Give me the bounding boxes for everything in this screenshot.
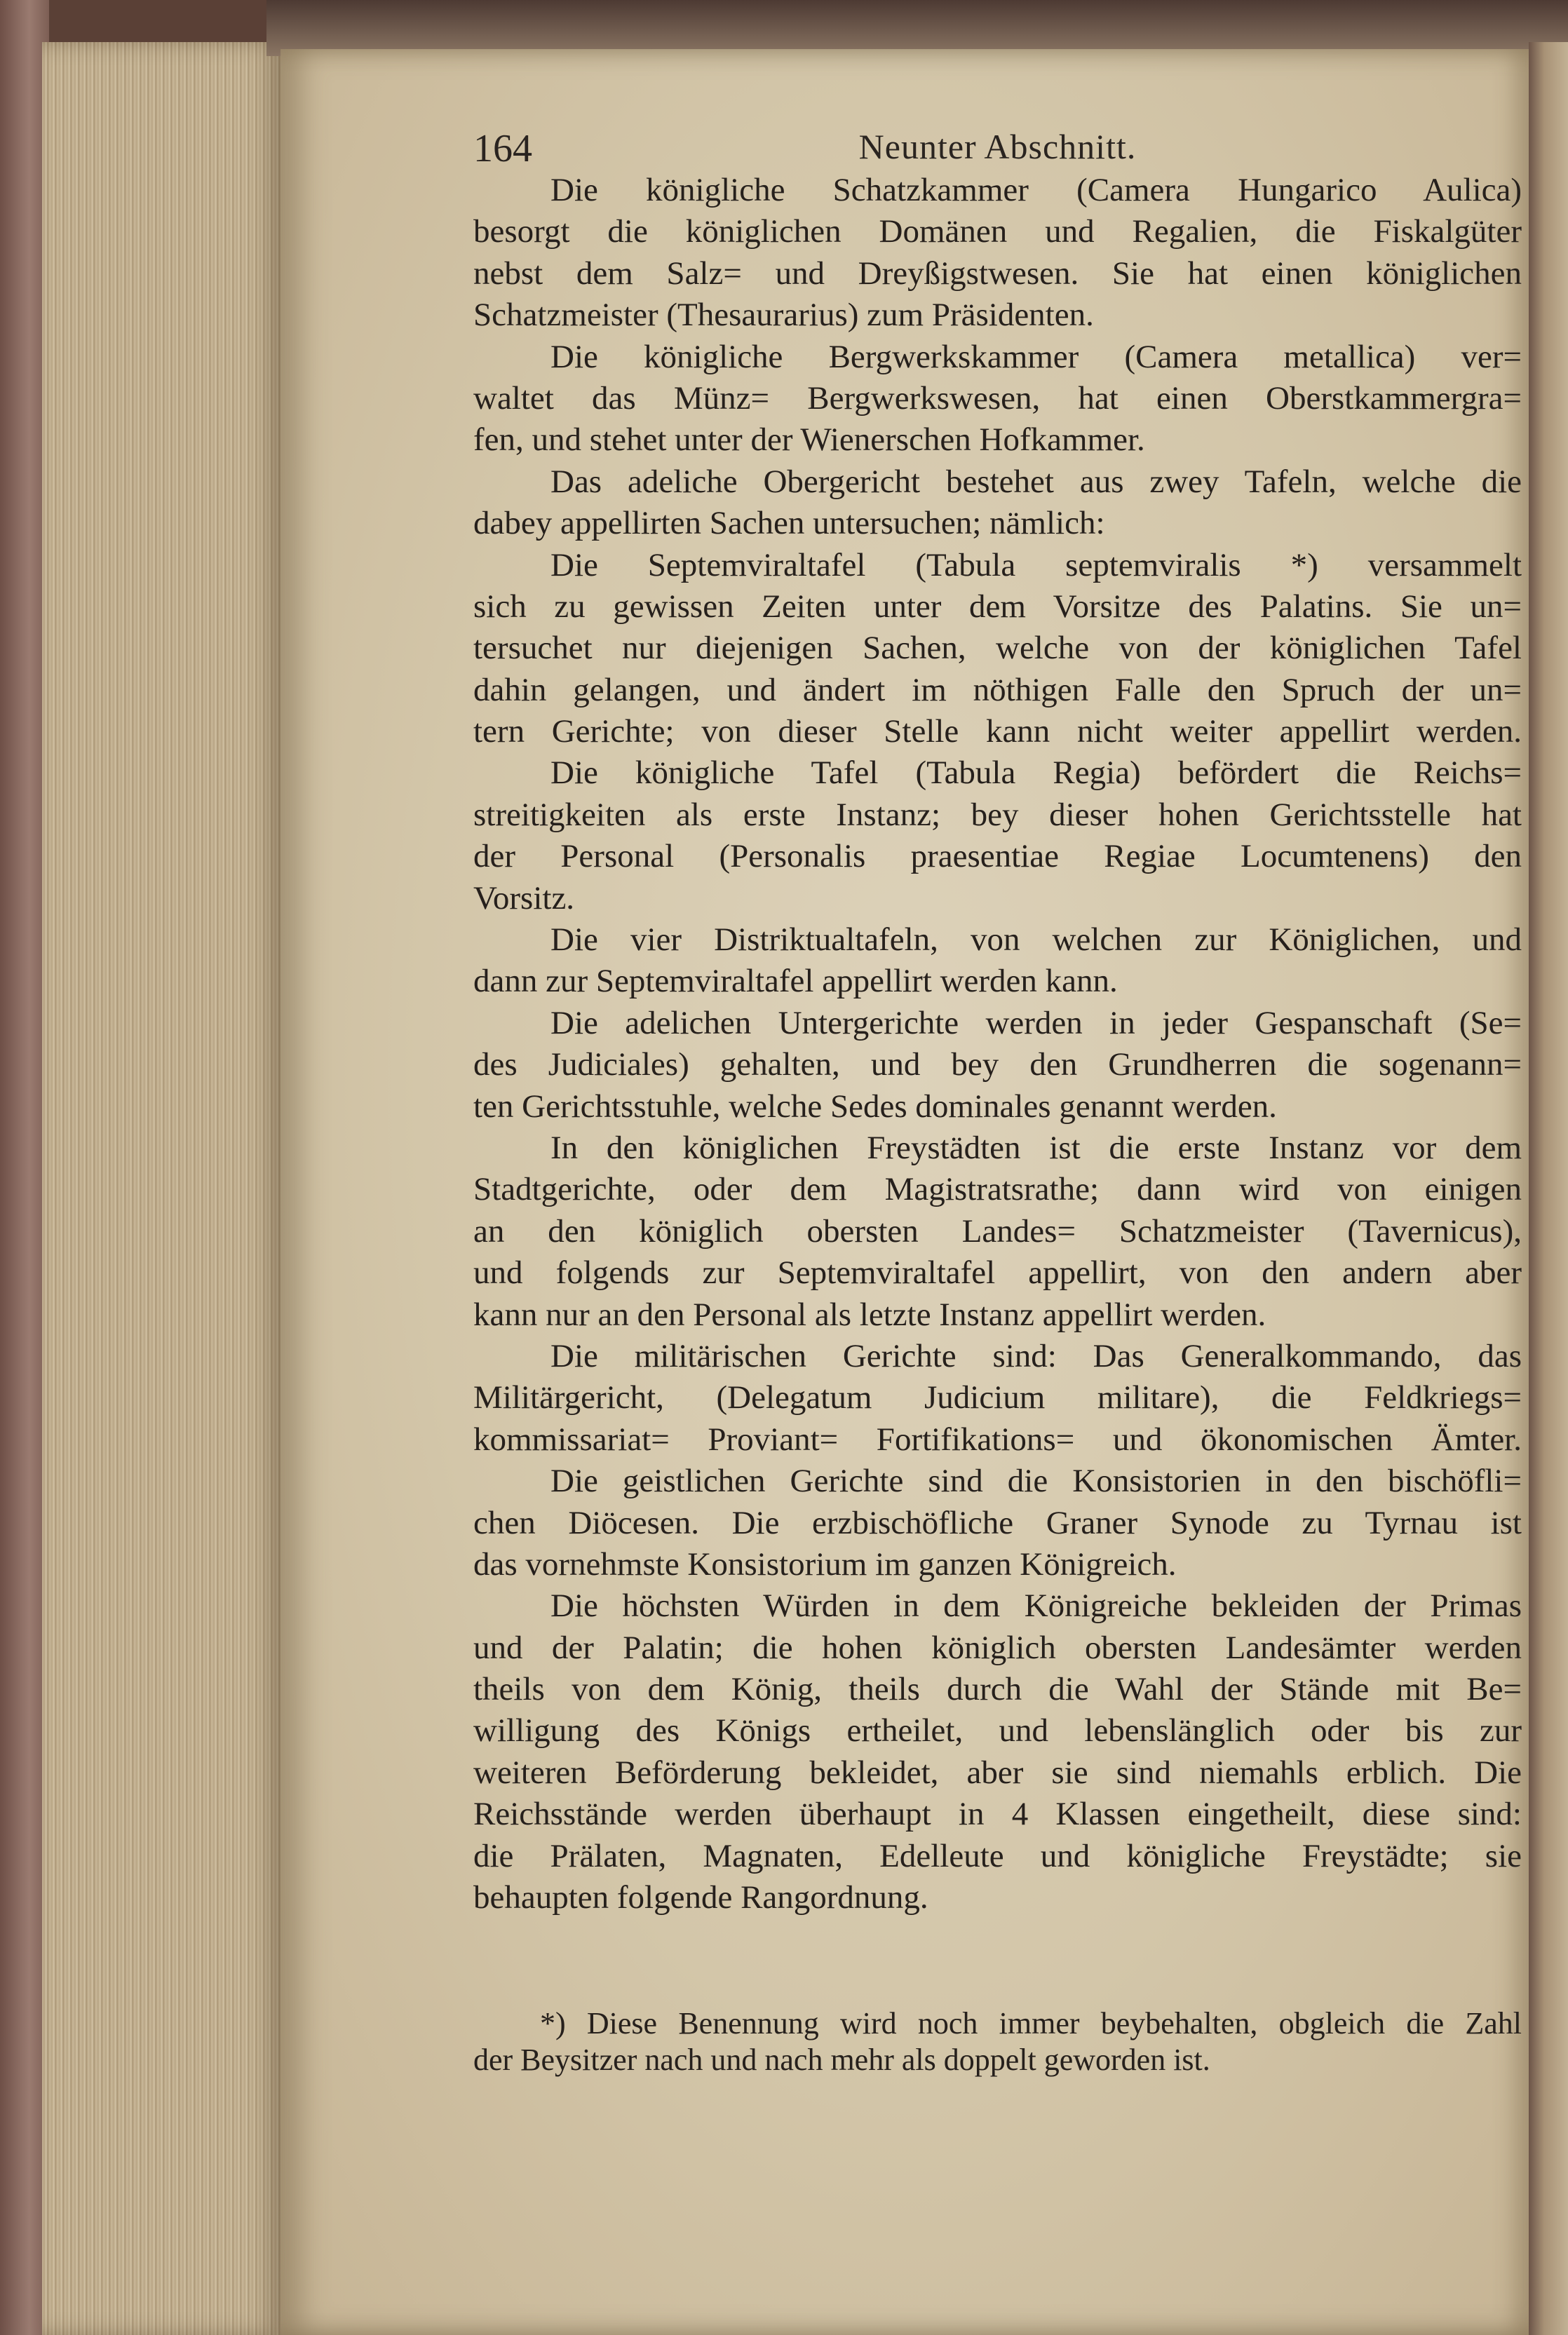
text-line: dahin gelangen, und ändert im nöthigen Falle den Spruch der un=: [473, 671, 1522, 708]
text-line: ten Gerichtsstuhle, welche Sedes dominales genannt werden.: [473, 1088, 1277, 1125]
text-line: tern Gerichte; von dieser Stelle kann nicht weiter appellirt werden.: [473, 713, 1522, 750]
text-line: Vorsitz.: [473, 879, 575, 916]
text-line: In den königlichen Freystädten ist die erste Instanz vor dem: [550, 1129, 1522, 1166]
text-line: dabey appellirten Sachen untersuchen; nämlich:: [473, 505, 1105, 542]
facing-page-edge: [1529, 42, 1568, 2335]
text-line: Die militärischen Gerichte sind: Das Generalkommando, das: [550, 1337, 1522, 1374]
text-line: das vornehmste Konsistorium im ganzen Königreich.: [473, 1545, 1177, 1583]
text-line: tersuchet nur diejenigen Sachen, welche von der königlichen Tafel: [473, 630, 1522, 667]
text-line: dann zur Septemviraltafel appellirt werden kann.: [473, 963, 1118, 1000]
text-line: und folgends zur Septemviraltafel appellirt, von den andern aber: [473, 1254, 1522, 1292]
text-line: sich zu gewissen Zeiten unter dem Vorsitze des Palatins. Sie un=: [473, 588, 1522, 625]
text-line: an den königlich obersten Landes= Schatzmeister (Tavernicus),: [473, 1212, 1522, 1250]
text-line: behaupten folgende Rangordnung.: [473, 1879, 928, 1916]
text-line: Die königliche Tafel (Tabula Regia) befördert die Reichs=: [550, 754, 1522, 792]
text-line: der Personal (Personalis praesentiae Regiae Locumtenens) den: [473, 838, 1522, 875]
text-line: kommissariat= Proviant= Fortifikations= und ökonomischen Ämter.: [473, 1421, 1522, 1458]
text-line: Die höchsten Würden in dem Königreiche bekleiden der Primas: [550, 1588, 1522, 1625]
text-line: waltet das Münz= Bergwerkswesen, hat einen Oberstkammergra=: [473, 379, 1522, 417]
footnote-line: *) Diese Benennung wird noch immer beybehalten, obgleich die Zahl: [540, 2006, 1522, 2040]
text-line: Militärgericht, (Delegatum Judicium militare), die Feldkriegs=: [473, 1379, 1522, 1416]
text-line: besorgt die königlichen Domänen und Regalien, die Fiskalgüter: [473, 213, 1522, 250]
text-line: Stadtgerichte, oder dem Magistratsrathe; dann wird von einigen: [473, 1171, 1522, 1208]
text-line: streitigkeiten als erste Instanz; bey dieser hohen Gerichtsstelle hat: [473, 796, 1522, 833]
text-line: die Prälaten, Magnaten, Edelleute und königliche Freystädte; sie: [473, 1837, 1522, 1874]
page-fore-edge: [42, 42, 284, 2335]
running-title: Neunter Abschnitt.: [858, 127, 1137, 166]
text-line: willigung des Königs ertheilet, und lebenslänglich oder bis zur: [473, 1712, 1522, 1749]
text-line: Die adelichen Untergerichte werden in jeder Gespanschaft (Se=: [550, 1004, 1522, 1041]
text-line: Die Septemviraltafel (Tabula septemviralis *) versammelt: [550, 546, 1522, 583]
text-line: weiteren Beförderung bekleidet, aber sie sind niemahls erblich. Die: [473, 1754, 1522, 1791]
text-line: Reichsstände werden überhaupt in 4 Klassen eingetheilt, diese sind:: [473, 1796, 1522, 1833]
text-line: fen, und stehet unter der Wienerschen Hofkammer.: [473, 421, 1145, 459]
page-number: 164: [473, 127, 532, 170]
text-line: Schatzmeister (Thesaurarius) zum Präsidenten.: [473, 297, 1094, 334]
text-line: chen Diöcesen. Die erzbischöfliche Graner Synode zu Tyrnau ist: [473, 1504, 1522, 1541]
text-line: des Judiciales) gehalten, und bey den Grundherren die sogenann=: [473, 1046, 1522, 1083]
body-text: [473, 170, 1522, 1918]
top-shadow: [266, 0, 1568, 56]
text-line: Die königliche Bergwerkskammer (Camera metallica) ver=: [550, 338, 1522, 375]
text-line: Das adeliche Obergericht bestehet aus zwey Tafeln, welche die: [550, 463, 1522, 500]
footnote-line: der Beysitzer nach und nach mehr als doppelt geworden ist.: [473, 2043, 1210, 2077]
text-line: Die geistlichen Gerichte sind die Konsistorien in den bischöfli=: [550, 1463, 1522, 1500]
text-line: Die königliche Schatzkammer (Camera Hungarico Aulica): [550, 172, 1522, 208]
text-line: kann nur an den Personal als letzte Instanz appellirt werden.: [473, 1296, 1266, 1333]
footnote: [473, 2005, 1522, 2078]
text-line: Die vier Distriktualtafeln, von welchen zur Königlichen, und: [550, 921, 1522, 959]
page-header: [473, 126, 1522, 175]
text-line: nebst dem Salz= und Dreyßigstwesen. Sie hat einen königlichen: [473, 255, 1522, 292]
text-line: und der Palatin; die hohen königlich obersten Landesämter werden: [473, 1629, 1522, 1666]
text-line: theils von dem König, theils durch die Wahl der Stände mit Be=: [473, 1671, 1522, 1708]
